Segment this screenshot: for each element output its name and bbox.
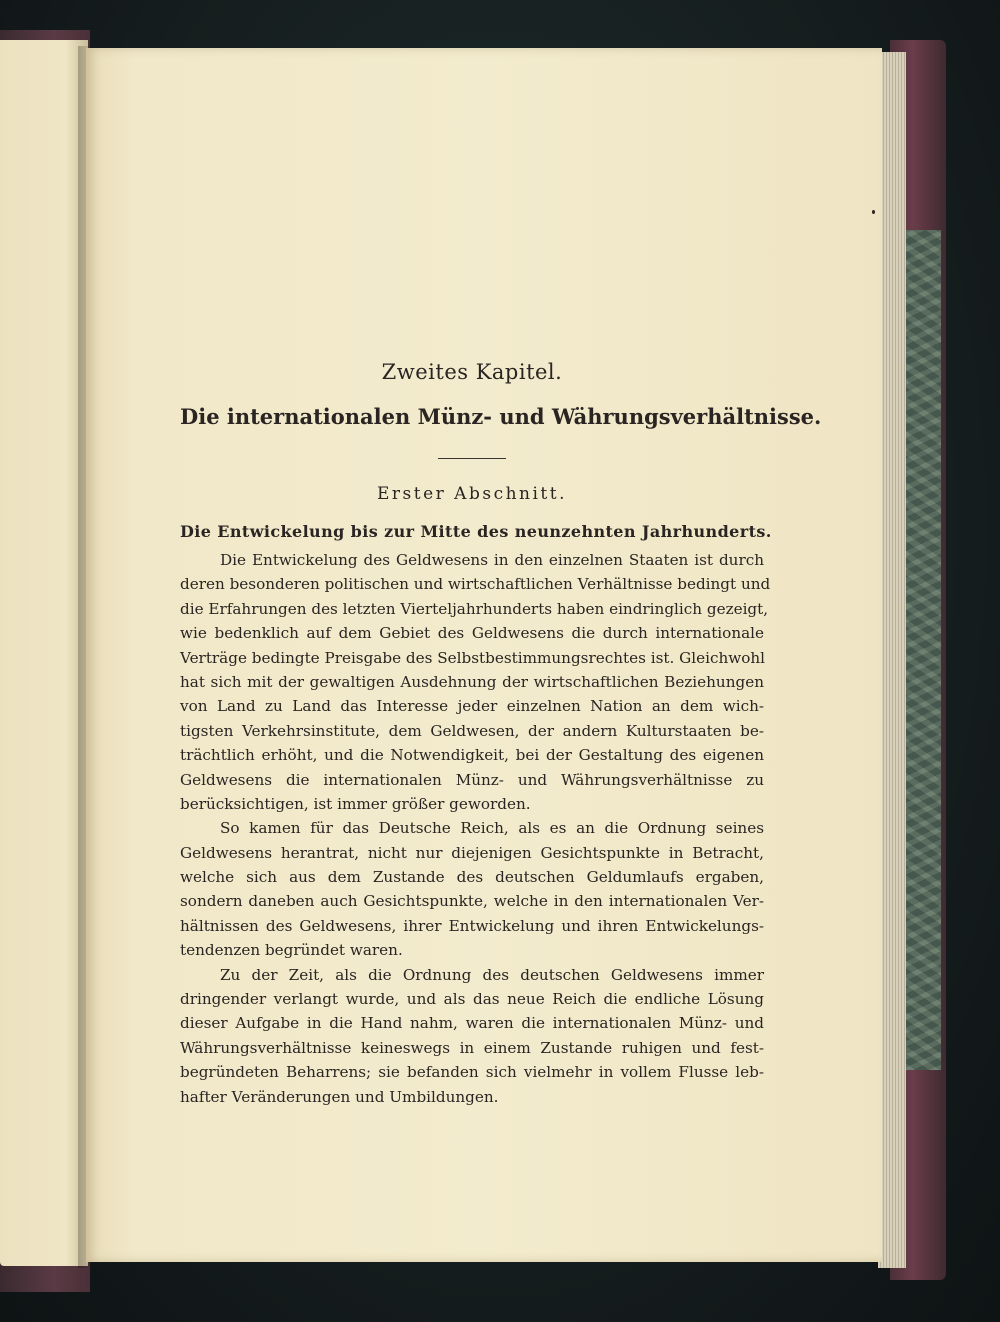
text-line: tendenzen begründet waren. [180, 941, 403, 960]
text-line: Die Entwickelung des Geldwesens in den einzelnen Staaten ist durch [220, 551, 764, 569]
text-line: Geldwesens herantrat, nicht nur diejenigen Gesichtspunkte in Betracht, [180, 843, 764, 862]
divider-rule [438, 458, 506, 459]
page-text [180, 358, 822, 1109]
paragraph-2 [180, 816, 764, 962]
text-line: dringender verlangt wurde, und als das neue Reich die endliche Lösung [180, 990, 764, 1009]
text-line: tigsten Verkehrsinstitute, dem Geldwesen, der andern Kulturstaaten be- [180, 721, 764, 740]
text-line: Zu der Zeit, als die Ordnung des deutschen Geldwesens immer [220, 965, 764, 984]
text-line: Währungsverhältnisse keineswegs in einem Zustande ruhigen und fest- [180, 1038, 764, 1057]
text-line: von Land zu Land das Interesse jeder einzelnen Nation an dem wich- [180, 697, 764, 716]
chapter-title: Die internationalen Münz- und Währungsverhältnisse. [180, 404, 822, 429]
text-line: berücksichtigen, ist immer größer geworden. [180, 794, 531, 813]
page-edges [878, 52, 906, 1268]
text-line: sondern daneben auch Gesichtspunkte, welche in den internationalen Ver- [180, 892, 764, 911]
paragraph-1 [180, 548, 771, 816]
text-line: die Erfahrungen des letzten Vierteljahrhunderts haben eindringlich gezeigt, [180, 599, 769, 618]
text-line: Geldwesens die internationalen Münz- und Währungsverhältnisse zu [180, 770, 764, 789]
section-heading: Erster Abschnitt. [377, 484, 567, 504]
ink-speck [872, 210, 875, 214]
text-line: hat sich mit der gewaltigen Ausdehnung der wirtschaftlichen Beziehungen [180, 672, 764, 691]
text-line: hältnissen des Geldwesens, ihrer Entwickelung und ihren Entwickelungs- [180, 916, 764, 935]
text-line: begründeten Beharrens; sie befanden sich vielmehr in vollem Flusse leb- [180, 1063, 764, 1082]
text-line: trächtlich erhöht, und die Notwendigkeit, bei der Gestaltung des eigenen [180, 746, 764, 765]
text-line: Verträge bedingte Preisgabe des Selbstbestimmungsrechtes ist. Gleichwohl [180, 648, 766, 667]
text-line: welche sich aus dem Zustande des deutschen Geldumlaufs ergaben, [180, 868, 764, 887]
marbled-edge [905, 230, 941, 1070]
text-line: wie bedenklich auf dem Gebiet des Geldwesens die durch internationale [180, 624, 764, 643]
text-line: hafter Veränderungen und Umbildungen. [180, 1087, 499, 1106]
chapter-heading: Zweites Kapitel. [381, 360, 563, 384]
paragraph-3 [180, 963, 764, 1109]
section-title: Die Entwickelung bis zur Mitte des neunzehnten Jahrhunderts. [180, 522, 772, 541]
text-line: dieser Aufgabe in die Hand nahm, waren die internationalen Münz- und [180, 1014, 764, 1033]
text-line: deren besonderen politischen und wirtschaftlichen Verhältnisse bedingt und [180, 575, 771, 594]
left-page [0, 40, 88, 1266]
text-line: So kamen für das Deutsche Reich, als es an die Ordnung seines [220, 819, 764, 838]
